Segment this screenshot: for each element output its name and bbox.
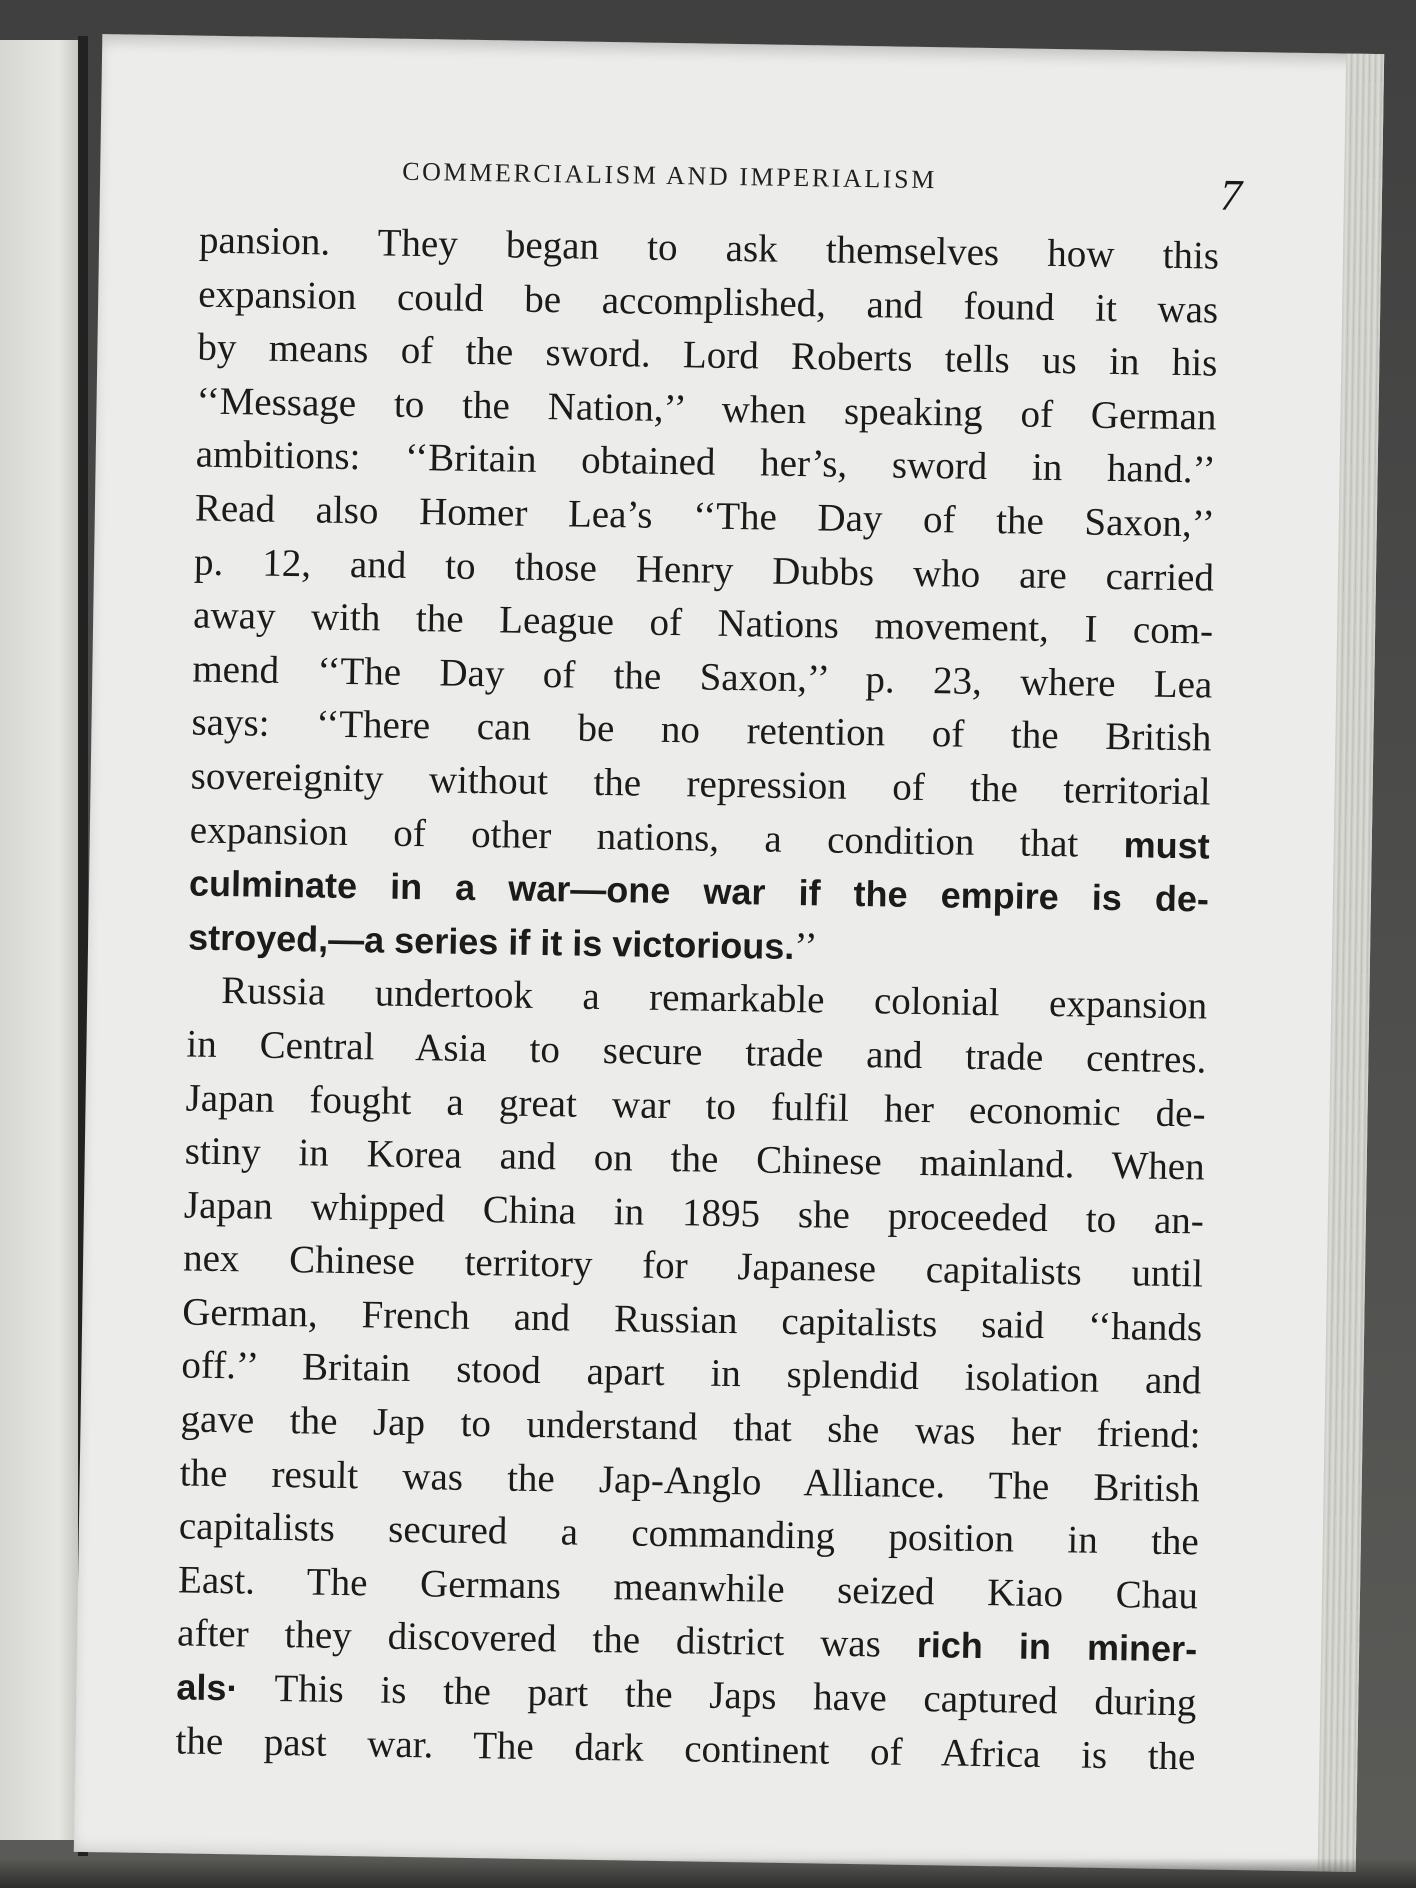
text-line: capitalists secured a commanding position in the [178,1504,1200,1564]
page-stack-edge [1318,54,1385,1872]
text-line: als· This is the part the Japs have captured during [176,1666,1197,1725]
facing-page-edge [0,40,84,1840]
text-line: off.’’ Britain stood apart in splendid isolation and [181,1343,1202,1403]
text-line: says: ‘‘There can be no retention of the British [191,700,1212,760]
text-line: after they discovered the district was rich in miner- [176,1611,1198,1670]
text-line: mend ‘‘The Day of the Saxon,’’ p. 23, where Lea [192,647,1213,707]
text-line: German, French and Russian capitalists said ‘‘hands [181,1290,1203,1350]
scan-bottom-edge [0,1858,1416,1888]
bold-emphasis: als· [176,1666,239,1709]
text-line: sovereignity without the repression of the territorial [190,754,1211,814]
text-line: ambitions: ‘‘Britain obtained her’s, sword in hand.’’ [195,432,1216,492]
paragraph-1 [188,214,1220,980]
text-line: by means of the sword. Lord Roberts tells us in his [197,325,1218,385]
page-number: 7 [1219,170,1243,220]
text-line: Russia undertook a remarkable colonial expansion [221,969,1208,1028]
text-line: away with the League of Nations movement, I com- [192,593,1214,653]
text-line: expansion of other nations, a condition that must [189,808,1211,867]
text-line: expansion could be accomplished, and found it was [197,272,1219,332]
bold-emphasis: must [1123,823,1211,867]
bold-emphasis: rich in miner- [916,1624,1198,1670]
running-head: COMMERCIALISM AND IMPERIALISM [402,156,938,195]
text-line: ‘‘Message to the Nation,’’ when speaking of German [196,379,1217,439]
text-line: the past war. The dark continent of Africa is the [175,1719,1196,1779]
text-line: East. The Germans meanwhile seized Kiao Chau [177,1558,1199,1618]
text-line: Read also Homer Lea’s ‘‘The Day of the Saxon,’’ [194,486,1216,546]
text-line: in Central Asia to secure trade and trade centres. [186,1022,1207,1082]
text-line: Japan fought a great war to fulfil her economic de- [185,1075,1206,1136]
text-line: the result was the Jap-Anglo Alliance. The British [179,1451,1200,1511]
bold-emphasis: culminate in a war—one war if the empire is de- [188,862,1210,920]
paragraph-2 [175,964,1208,1784]
book-page [74,34,1384,1872]
body-text [175,214,1219,1784]
text-line: nex Chinese territory for Japanese capitalists until [182,1236,1204,1296]
text-line: Japan whipped China in 1895 she proceeded to an- [183,1183,1205,1243]
text-line: gave the Jap to understand that she was her friend: [180,1397,1201,1457]
bold-emphasis: stroyed,—a series if it is victorious. [187,916,795,967]
text-line: pansion. They began to ask themselves how this [198,218,1220,278]
text-line: stiny in Korea and on the Chinese mainland. When [184,1129,1206,1189]
text-line: p. 12, and to those Henry Dubbs who are carried [193,540,1215,600]
text-line: stroyed,—a series if it is victorious.’’ [187,916,818,969]
